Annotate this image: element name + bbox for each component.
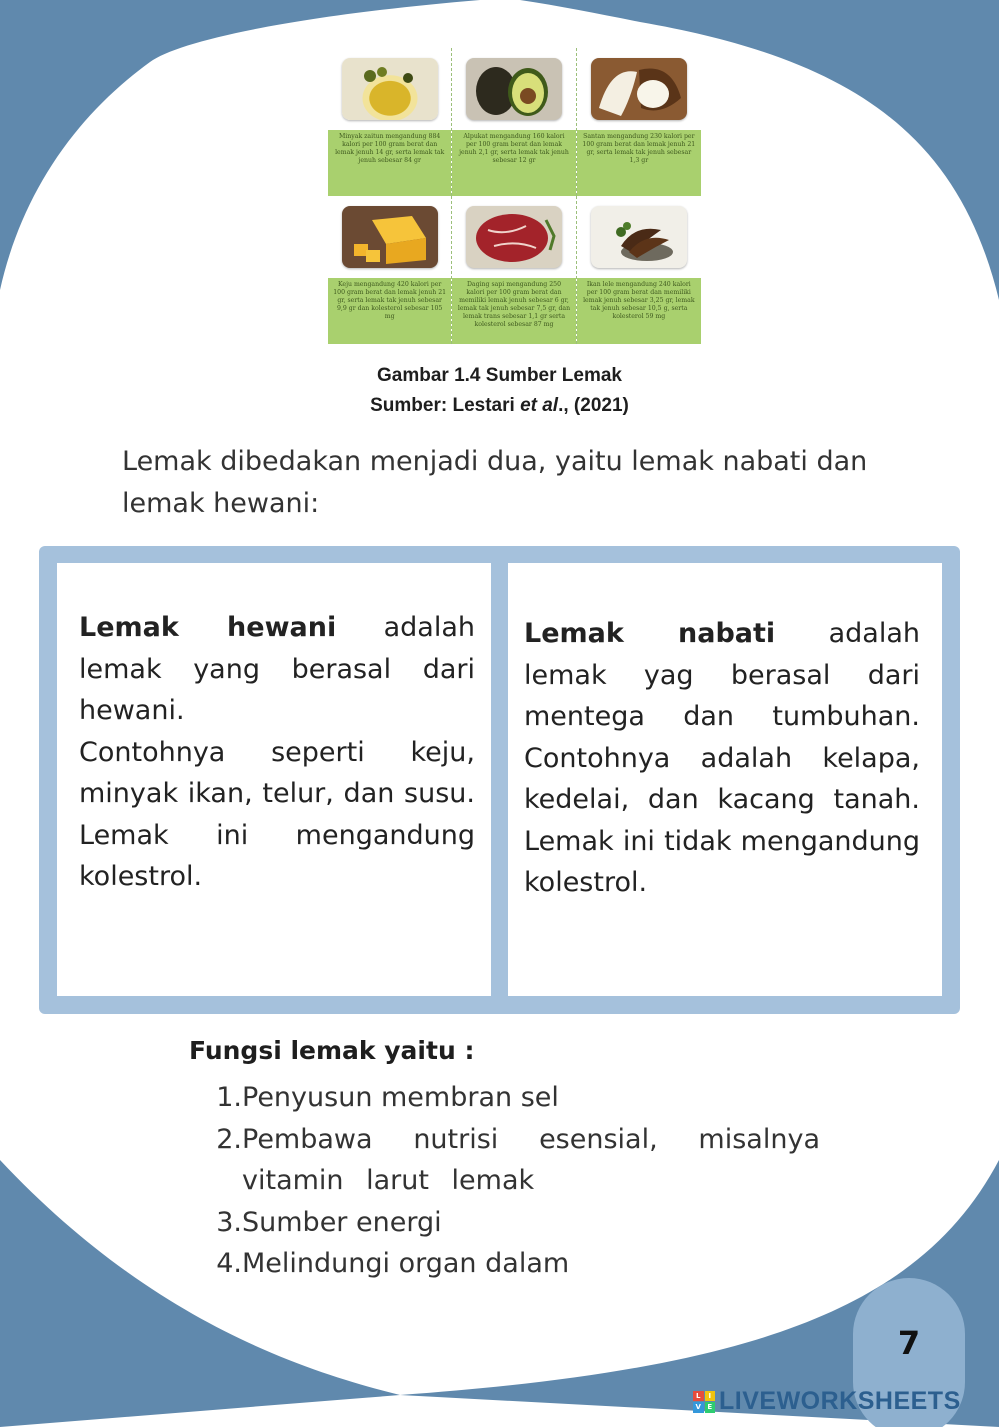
figure-cell-beef xyxy=(452,196,576,344)
logo-letter: V xyxy=(693,1402,704,1413)
beef-photo xyxy=(466,206,562,268)
list-item-text: Sumber energi xyxy=(242,1206,442,1238)
list-item xyxy=(210,1119,820,1202)
figure-caption-title: Gambar 1.4 Sumber Lemak xyxy=(377,365,622,386)
figure-caption-avocado: Alpukat mengandung 160 kalori per 100 gram berat dan lemak jenuh 2,1 gr, serta lemak tak jenuh sebesar 12 gr xyxy=(452,130,575,196)
coconut-photo xyxy=(591,58,687,120)
list-item-text: Pembawa nutrisi esensial, misalnya vitamin larut lemak xyxy=(242,1123,820,1196)
figure-cell-olive-oil xyxy=(328,48,452,196)
intro-paragraph: Lemak dibedakan menjadi dua, yaitu lemak nabati dan lemak hewani: xyxy=(122,446,868,519)
animal-fat-box xyxy=(57,563,491,996)
figure-cell-coconut xyxy=(577,48,701,196)
list-item xyxy=(210,1243,820,1285)
list-item xyxy=(210,1077,820,1119)
list-item-number: 4. xyxy=(216,1248,242,1279)
figure-caption-coconut: Santan mengandung 230 kalori per 100 gram berat dan lemak jenuh 21 gr, serta lemak tak jenuh sebesar 1,3 gr xyxy=(577,130,701,196)
liveworksheets-icon xyxy=(693,1391,715,1413)
figure-cell-cheese xyxy=(328,196,452,344)
list-item-number: 3. xyxy=(216,1206,242,1238)
plant-fat-box xyxy=(508,563,942,996)
logo-letter: E xyxy=(705,1402,716,1413)
list-item-number: 1. xyxy=(216,1082,242,1113)
animal-fat-term: Lemak hewani xyxy=(79,612,337,643)
figure-cell-avocado xyxy=(452,48,576,196)
catfish-photo xyxy=(591,206,687,268)
logo-letter: I xyxy=(705,1391,716,1402)
liveworksheets-logo[interactable] xyxy=(693,1387,961,1416)
figure-caption-olive-oil: Minyak zaitun mengandung 884 kalori per 100 gram berat dan lemak jenuh 14 gr, serta lemak tak jenuh sebesar 84 gr xyxy=(328,130,451,196)
page-number: 7 xyxy=(897,1324,921,1362)
list-item-text: Penyusun membran sel xyxy=(242,1082,559,1113)
animal-fat-example: Contohnya seperti keju, minyak ikan, telur, dan susu. Lemak ini mengandung kolestrol. xyxy=(79,736,475,892)
list-item-number: 2. xyxy=(216,1123,242,1155)
figure-source xyxy=(0,395,999,417)
plant-fat-definition: adalah lemak yag berasal dari mentega dan tumbuhan. Contohnya adalah kelapa, kedelai, dan kacang tanah. Lemak ini tidak mengandung kolestrol. xyxy=(524,618,920,898)
figure-caption-cheese: Keju mengandung 420 kalori per 100 gram berat dan lemak jenuh 21 gr, serta lemak tak jenuh sebesar 9,9 gr dan kolesterol sebesar 105 mg xyxy=(328,278,451,344)
figure-caption-catfish: Ikan lele mengandung 240 kalori per 100 gram berat dan memiliki lemak jenuh sebesar 3,25 gr, lemak tak jenuh sebesar 10,5 g, serta kolesterol 59 mg xyxy=(577,278,701,344)
figure-source-prefix: Sumber: Lestari xyxy=(370,395,521,416)
fat-types-panel xyxy=(39,546,960,1014)
liveworksheets-wordmark: LIVEWORKSHEETS xyxy=(719,1387,961,1415)
figure-grid xyxy=(328,48,701,344)
animal-fat-description xyxy=(79,607,475,898)
list-item-text: Melindungi organ dalam xyxy=(242,1248,570,1279)
logo-letter: L xyxy=(693,1391,704,1402)
plant-fat-term: Lemak nabati xyxy=(524,618,776,649)
avocado-photo xyxy=(466,58,562,120)
functions-title: Fungsi lemak yaitu : xyxy=(189,1036,475,1065)
animal-fat-definition: adalah lemak yang berasal dari hewani. xyxy=(79,612,475,726)
olive-oil-photo xyxy=(342,58,438,120)
fat-sources-figure xyxy=(312,44,704,355)
plant-fat-description xyxy=(524,613,920,904)
functions-list xyxy=(210,1077,820,1285)
figure-cell-catfish xyxy=(577,196,701,344)
figure-source-suffix: ., (2021) xyxy=(558,395,629,416)
figure-source-italic: et al xyxy=(520,395,559,416)
list-item xyxy=(210,1202,820,1244)
cheese-photo xyxy=(342,206,438,268)
figure-caption-beef: Daging sapi mengandung 250 kalori per 100 gram berat dan memiliki lemak jenuh sebesar 6 gr, lemak tak jenuh sebesar 7,5 gr, dan lemak trans sebesar 1,1 gr serta kolesterol sebesar 87 mg xyxy=(452,278,575,344)
